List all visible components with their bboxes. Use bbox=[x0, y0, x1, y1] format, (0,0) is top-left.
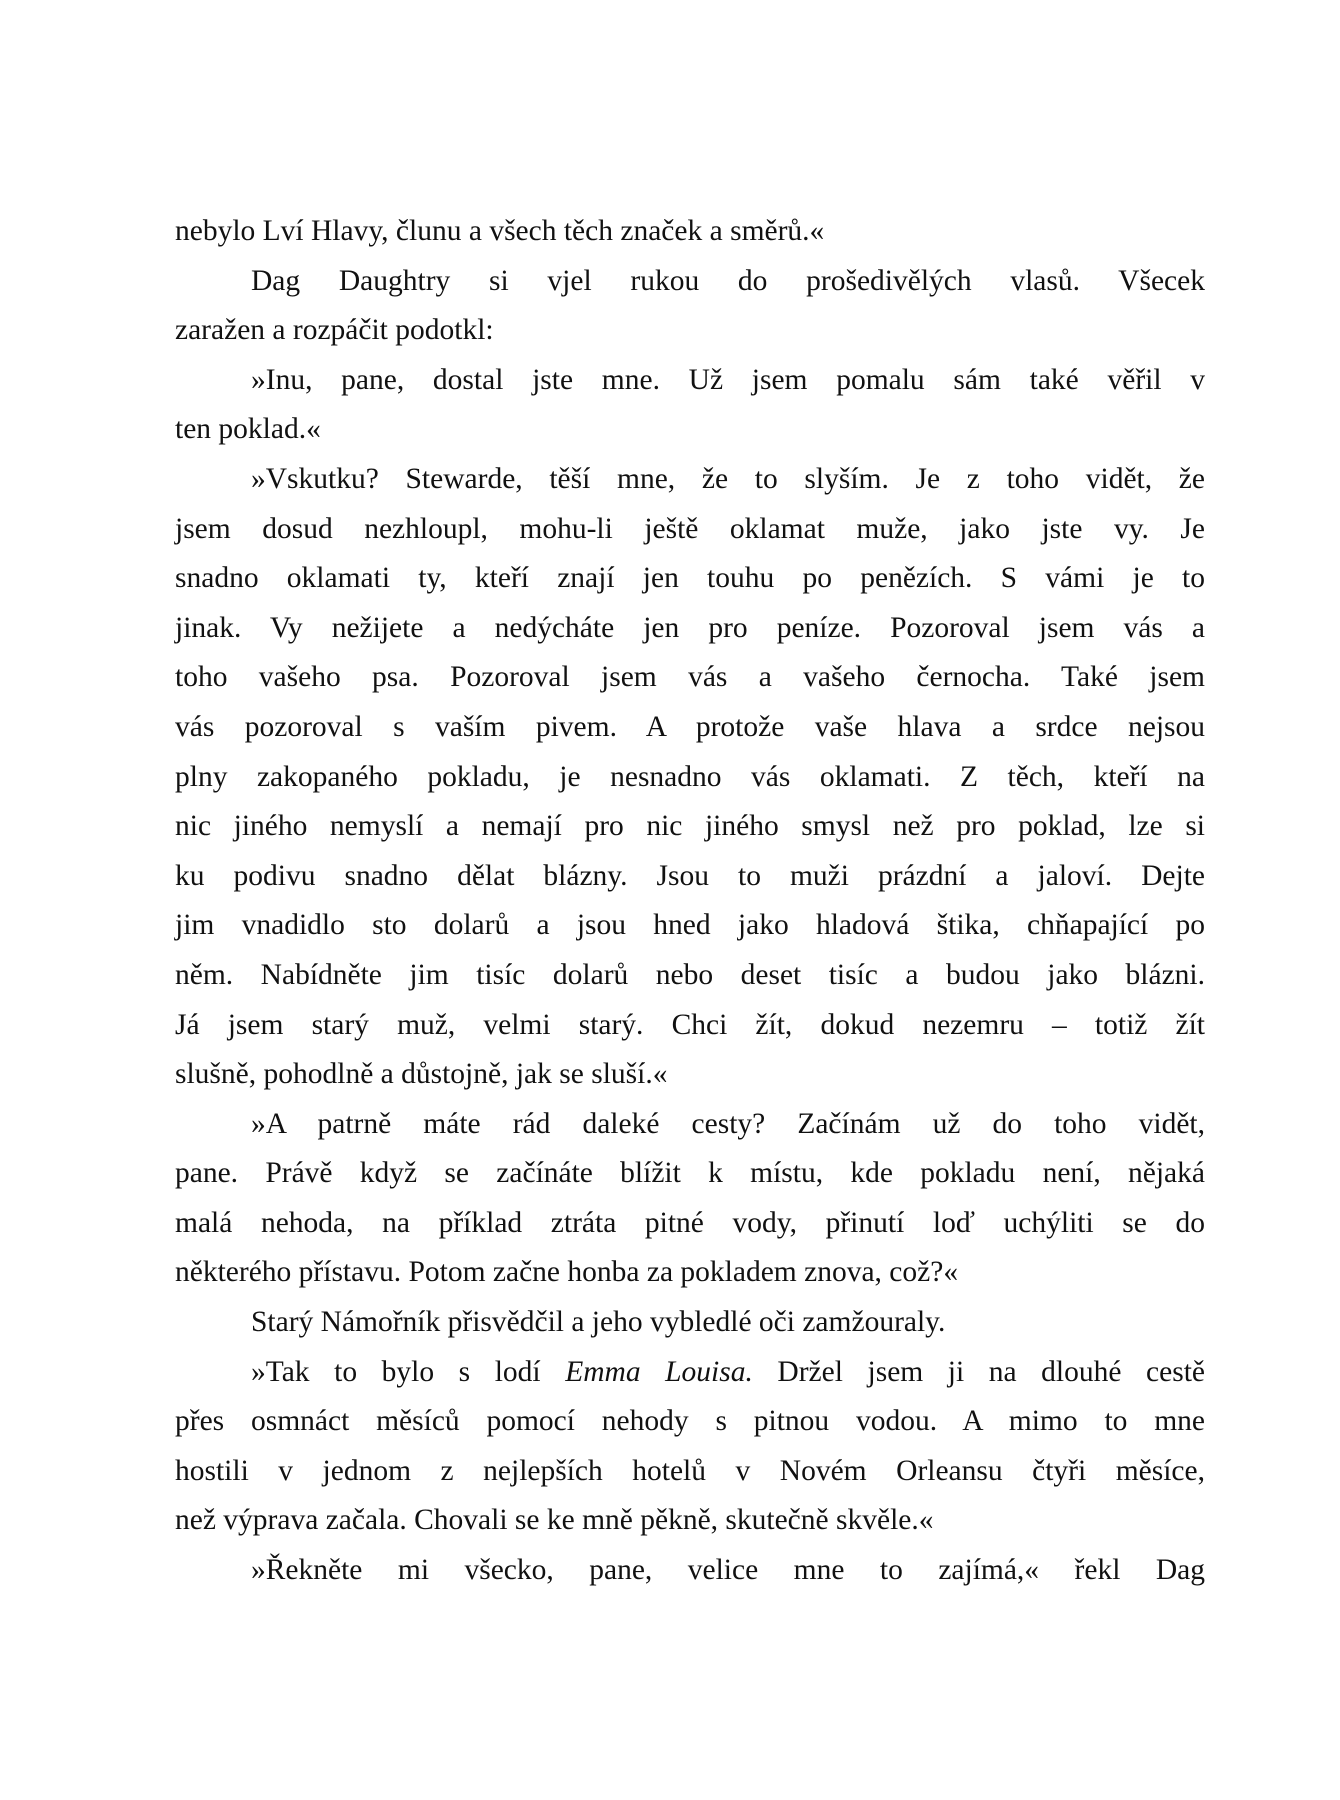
text-line: pane. Právě když se začínáte blížit k místu, kde pokladu není, nějaká bbox=[175, 1157, 1205, 1190]
text-line: plny zakopaného pokladu, je nesnadno vás oklamati. Z těch, kteří na bbox=[175, 760, 1205, 793]
text-segment: Držel jsem ji na dlouhé cestě bbox=[752, 1355, 1205, 1388]
text-line: ten poklad.« bbox=[175, 413, 321, 446]
text-line: »Řekněte mi všecko, pane, velice mne to zajímá,« řekl Dag bbox=[251, 1554, 1205, 1587]
text-line: »Inu, pane, dostal jste mne. Už jsem pomalu sám také věřil v bbox=[251, 363, 1205, 396]
text-line: jim vnadidlo sto dolarů a jsou hned jako hladová štika, chňapající po bbox=[175, 909, 1205, 942]
text-line: vás pozoroval s vaším pivem. A protože vaše hlava a srdce nejsou bbox=[175, 710, 1205, 743]
text-line: snadno oklamati ty, kteří znají jen touhu po penězích. S vámi je to bbox=[175, 562, 1205, 595]
text-line: některého přístavu. Potom začne honba za pokladem znova, což?« bbox=[175, 1256, 959, 1289]
ship-name-italic: Emma Louisa. bbox=[565, 1355, 753, 1388]
text-line: něm. Nabídněte jim tisíc dolarů nebo deset tisíc a budou jako blázni. bbox=[175, 958, 1205, 991]
document-page bbox=[175, 207, 1205, 1596]
text-line: »A patrně máte rád daleké cesty? Začínám už do toho vidět, bbox=[251, 1107, 1205, 1140]
text-line: toho vašeho psa. Pozoroval jsem vás a vašeho černocha. Také jsem bbox=[175, 661, 1205, 694]
text-line: zaražen a rozpáčit podotkl: bbox=[175, 314, 494, 347]
text-line: hostili v jednom z nejlepších hotelů v Novém Orleansu čtyři měsíce, bbox=[175, 1454, 1205, 1487]
text-line: Starý Námořník přisvědčil a jeho vybledlé oči zamžouraly. bbox=[251, 1306, 946, 1339]
text-line: malá nehoda, na příklad ztráta pitné vody, přinutí loď uchýliti se do bbox=[175, 1206, 1205, 1239]
text-line: slušně, pohodlně a důstojně, jak se sluší.« bbox=[175, 1058, 668, 1091]
text-segment: »Tak to bylo s lodí bbox=[251, 1355, 566, 1388]
text-line bbox=[175, 1348, 1205, 1398]
text-line: nebylo Lví Hlavy, člunu a všech těch značek a směrů.« bbox=[175, 215, 825, 247]
text-line: jsem dosud nezhloupl, mohu-li ještě oklamat muže, jako jste vy. Je bbox=[175, 512, 1205, 545]
text-line: přes osmnáct měsíců pomocí nehody s pitnou vodou. A mimo to mne bbox=[175, 1405, 1205, 1438]
text-line: nic jiného nemyslí a nemají pro nic jiného smysl než pro poklad, lze si bbox=[175, 810, 1205, 843]
text-line: Dag Daughtry si vjel rukou do prošedivělých vlasů. Všecek bbox=[251, 264, 1205, 297]
text-line: »Vskutku? Stewarde, těší mne, že to slyším. Je z toho vidět, že bbox=[251, 462, 1205, 495]
text-line: než výprava začala. Chovali se ke mně pěkně, skutečně skvěle.« bbox=[175, 1504, 934, 1537]
text-line: ku podivu snadno dělat blázny. Jsou to muži prázdní a jaloví. Dejte bbox=[175, 859, 1205, 892]
text-line: Já jsem starý muž, velmi starý. Chci žít, dokud nezemru – totiž žít bbox=[175, 1008, 1205, 1041]
text-line: jinak. Vy nežijete a nedýcháte jen pro peníze. Pozoroval jsem vás a bbox=[175, 611, 1205, 644]
